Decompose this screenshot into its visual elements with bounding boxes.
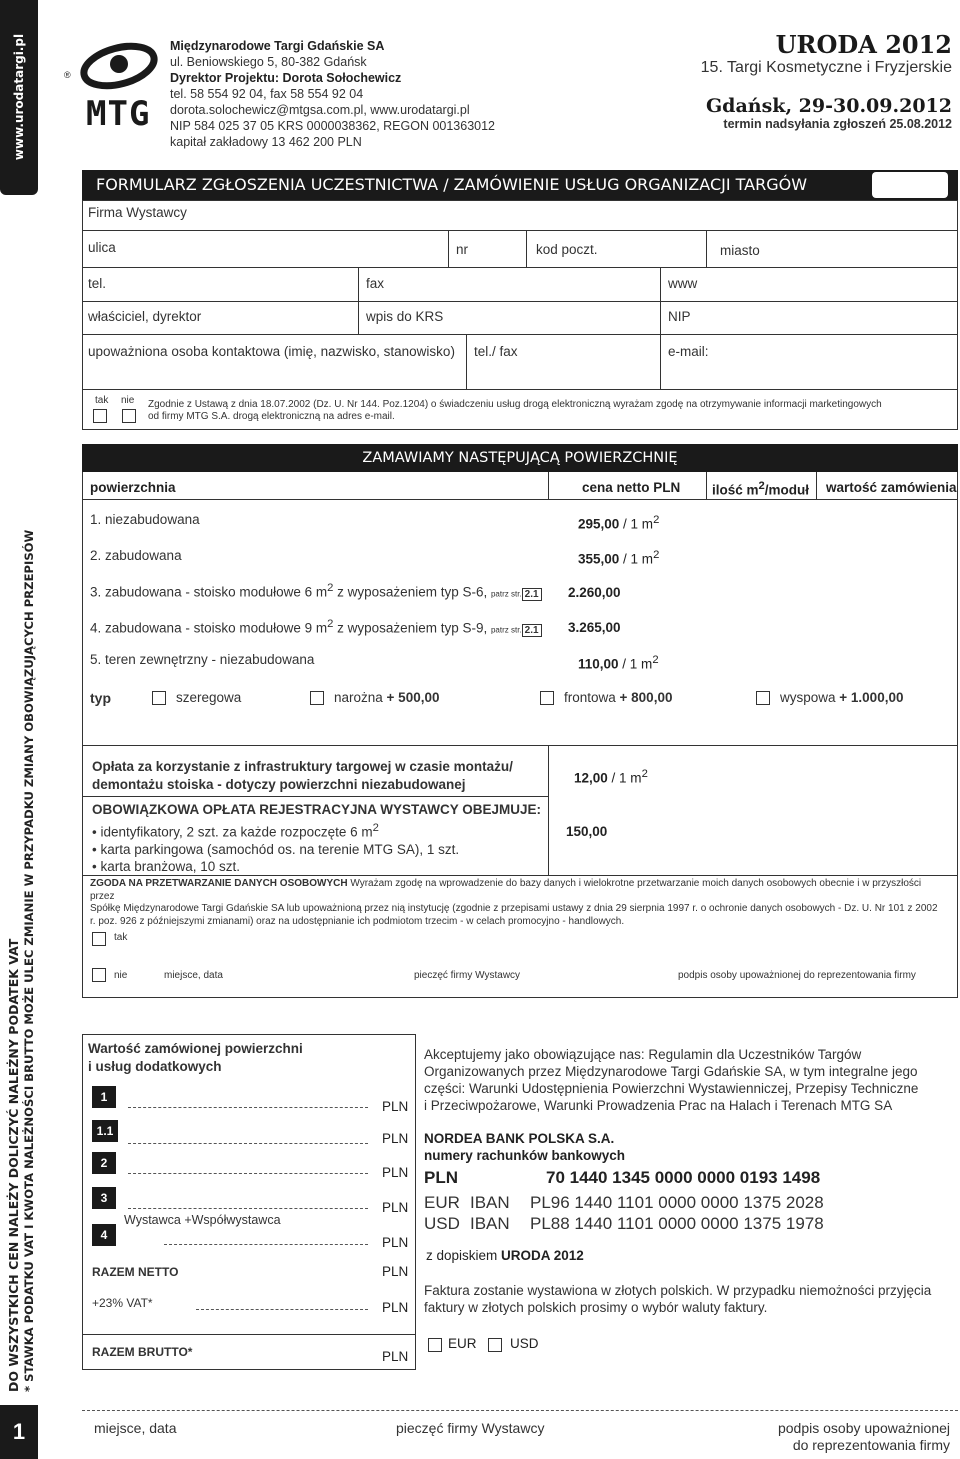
price-unit: / 1 m	[607, 770, 642, 786]
street-field[interactable]: ulica	[88, 240, 116, 255]
price-value: 295,00	[578, 516, 620, 532]
price-sup: 2	[641, 768, 648, 780]
registered-mark: ®	[64, 70, 71, 80]
type-name: frontowa	[564, 690, 616, 705]
company-nip: NIP 584 025 37 05 KRS 0000038362, REGON 001363012	[170, 119, 496, 133]
divider	[548, 745, 549, 875]
divider	[82, 334, 958, 335]
invoice-note	[424, 1282, 944, 1316]
col-qty-sup: 2	[758, 480, 765, 492]
net-total-currency: PLN	[382, 1264, 409, 1279]
bank-name: NORDEA BANK POLSKA S.A.	[424, 1131, 615, 1146]
area-item-1-price	[578, 514, 659, 532]
summary-row-4-line[interactable]	[164, 1244, 368, 1245]
currency-usd-checkbox[interactable]	[488, 1338, 502, 1352]
footer-line	[82, 1410, 958, 1411]
summary-title	[88, 1040, 303, 1076]
consent-no-checkbox[interactable]	[122, 409, 136, 423]
account-eur: PL96 1440 1101 0000 0000 1375 2028	[530, 1193, 824, 1212]
terms-line4: i Przeciwpożarowe, Warunki Prowadzenia Prac na Halach i Terenach MTG SA	[424, 1098, 893, 1113]
gdpr-consent	[90, 878, 948, 928]
firm-field[interactable]: Firma Wystawcy	[88, 205, 187, 220]
krs-field[interactable]: wpis do KRS	[366, 309, 444, 324]
item-label: 4. zabudowana - stoisko modułowe 9 m	[90, 620, 328, 636]
account-eur-currency: EUR	[424, 1193, 460, 1212]
col-price: cena netto PLN	[582, 480, 681, 495]
company-phone: tel. 58 554 92 04, fax 58 554 92 04	[170, 87, 364, 101]
divider	[82, 230, 958, 231]
item-refbox: 2.1	[522, 588, 542, 601]
account-eur-iban: IBAN	[470, 1193, 510, 1212]
event-place-date: Gdańsk, 29-30.09.2012	[705, 95, 952, 117]
reg-fee-item: • karta parkingowa (samochód os. na terenie MTG SA), 1 szt.	[92, 841, 460, 857]
item-ref: patrz str.	[490, 589, 522, 599]
col-value: wartość zamówienia	[826, 480, 957, 495]
gross-total-currency: PLN	[382, 1349, 409, 1364]
footer-signature	[778, 1420, 950, 1454]
type-name: szeregowa	[176, 690, 242, 705]
bank-accounts-label: numery rachunków bankowych	[424, 1148, 626, 1163]
type-row-checkbox[interactable]	[152, 691, 166, 705]
summary-row-4-currency: PLN	[382, 1235, 409, 1250]
consent-yes-label: tak	[95, 395, 109, 406]
area-item-3	[90, 582, 542, 601]
col-qty-tail: /moduł	[764, 482, 810, 498]
zip-field[interactable]: kod poczt.	[536, 242, 598, 257]
event-name: URODA 2012	[775, 30, 952, 59]
price-value: 2.260,00	[568, 585, 621, 600]
summary-row-1-1: 1.1	[92, 1120, 118, 1142]
payment-note	[426, 1248, 584, 1263]
reg-fee-price: 150,00	[566, 824, 608, 839]
currency-eur-checkbox[interactable]	[428, 1338, 442, 1352]
summary-row-1-1-line[interactable]	[128, 1143, 368, 1144]
gdpr-no-checkbox[interactable]	[92, 968, 106, 982]
type-row	[176, 690, 241, 705]
type-name: wyspowa	[780, 690, 836, 705]
item-sup: 2	[327, 582, 334, 594]
divider	[548, 472, 549, 500]
gdpr-sign-stamp: pieczęć firmy Wystawcy	[414, 970, 521, 981]
type-label: typ	[90, 690, 111, 706]
infra-fee-line2: demontażu stoiska - dotyczy powierzchni niezabudowanej	[92, 777, 466, 792]
reg-fee-item-text: karta branżowa, 10 szt.	[100, 858, 241, 874]
account-usd: PL88 1440 1101 0000 0000 1375 1978	[530, 1214, 824, 1233]
area-item-5: 5. teren zewnętrzny - niezabudowana	[90, 652, 315, 667]
consent-text	[148, 399, 882, 423]
summary-title-line1: Wartość zamówionej powierzchni	[88, 1041, 303, 1056]
terms-line3: części: Warunki Udostępnienia Powierzchni Wystawienniczej, Przepisy Techniczne	[424, 1081, 919, 1096]
area-item-2-price	[578, 549, 659, 567]
terms-line2: Organizowanych przez Międzynarodowe Targi Gdańskie SA, w tym integralne jego	[424, 1064, 918, 1079]
gdpr-yes-label: tak	[114, 932, 128, 943]
price-sup: 2	[652, 654, 659, 666]
summary-row-2-line[interactable]	[128, 1173, 368, 1174]
area-item-5-price	[578, 654, 659, 672]
telfax-field[interactable]: tel./ fax	[474, 344, 518, 359]
divider	[82, 267, 958, 268]
terms-line1: Akceptujemy jako obowiązujące nas: Regulamin dla Uczestników Targów	[424, 1047, 862, 1062]
summary-box	[82, 1034, 416, 1370]
email-field[interactable]: e-mail:	[668, 344, 709, 359]
divider	[706, 230, 707, 267]
mtg-logo	[64, 36, 160, 136]
bank-info	[424, 1130, 625, 1164]
company-name: Międzynarodowe Targi Gdańskie SA	[170, 39, 385, 53]
type-island-checkbox[interactable]	[756, 691, 770, 705]
summary-row-3-line[interactable]	[128, 1208, 368, 1209]
summary-row-3-currency: PLN	[382, 1200, 409, 1215]
type-name: narożna	[334, 690, 383, 705]
reg-fee-item: • identyfikatory, 2 szt. za każde rozpoczęte 6 $m^2$	[92, 822, 379, 840]
cosign-label: Wystawca +Współwystawca	[124, 1213, 281, 1227]
company-email[interactable]: dorota.solochewicz@mtgsa.com.pl, www.urodatargi.pl	[170, 103, 470, 117]
account-pln-currency: PLN	[424, 1168, 458, 1187]
vat-currency: PLN	[382, 1300, 409, 1315]
price-sup: 2	[653, 549, 660, 561]
item-ref: patrz str.	[490, 625, 522, 635]
type-extra: + 1.000,00	[835, 690, 904, 705]
page-number: 1	[0, 1405, 38, 1459]
payment-note-text: z dopiskiem	[426, 1248, 502, 1263]
vat-note-vertical: DO WSZYSTKICH CEN NALEŻY DOLICZYĆ NALEŻNY PODATEK VAT	[6, 938, 21, 1392]
event-info	[701, 30, 952, 131]
nip-field[interactable]: NIP	[668, 309, 691, 324]
area-item-2: 2. zabudowana	[90, 548, 182, 563]
col-qty-text: ilość m	[712, 482, 759, 498]
account-usd-currency: USD	[424, 1214, 460, 1233]
summary-row-1: 1	[92, 1086, 116, 1108]
company-info	[170, 38, 495, 150]
infra-fee-price	[574, 768, 648, 786]
account-pln: 70 1440 1345 0000 0000 0193 1498	[546, 1168, 821, 1187]
divider	[82, 875, 958, 876]
gdpr-sign-place: miejsce, data	[164, 970, 223, 981]
type-corner	[334, 690, 439, 705]
price-value: 355,00	[578, 551, 620, 567]
area-item-4-price	[568, 620, 621, 635]
city-field[interactable]: miasto	[720, 243, 760, 258]
exhibitor-form	[82, 200, 958, 430]
divider	[816, 472, 817, 500]
gdpr-text2: Spółkę Międzynarodowe Targi Gdańskie SA lub upoważnioną przez nią instytucję (zgodnie z przepisami ustawy z dnia 29 sierpnia 1997 r. o ochronie danych osobowych - Dz. U. Nr 101 z 2002	[90, 903, 938, 914]
type-island	[780, 690, 903, 705]
logo-swirl-icon	[78, 36, 160, 98]
col-qty	[712, 480, 809, 498]
footer-sign-line2: do reprezentowania firmy	[792, 1437, 950, 1453]
consent-line2: od firmy MTG S.A. drogą elektroniczną na adres e-mail.	[148, 411, 395, 422]
type-corner-checkbox[interactable]	[310, 691, 324, 705]
website-text: www.urodatargi.pl	[12, 33, 26, 161]
area-item-1: 1. niezabudowana	[90, 512, 200, 527]
summary-row-2: 2	[92, 1152, 116, 1174]
project-director: Dyrektor Projektu: Dorota Sołochewicz	[170, 71, 402, 85]
terms-text	[424, 1046, 944, 1114]
owner-field[interactable]: właściciel, dyrektor	[88, 309, 202, 324]
company-capital: kapitał zakładowy 13 462 200 PLN	[170, 135, 362, 149]
reg-fee-item-text: karta parkingowa (samochód os. na terenie MTG SA), 1 szt.	[100, 841, 460, 857]
summary-row-2-currency: PLN	[382, 1165, 409, 1180]
gdpr-title: ZGODA NA PRZETWARZANIE DANYCH OSOBOWYCH	[90, 878, 348, 889]
gdpr-no-label: nie	[114, 970, 128, 981]
vat-label: +23% VAT*	[92, 1296, 153, 1310]
item-tail: z wyposażeniem typ S-9,	[333, 620, 491, 636]
gdpr-text1: Wyrażam zgodę na wprowadzenie do bazy danych i wielokrotne przetwarzanie moich danych osobowych obecnie i w przyszłości przez	[90, 878, 922, 902]
contact-person-field[interactable]: upoważniona osoba kontaktowa (imię, nazwisko, stanowisko)	[88, 344, 455, 359]
item-tail: z wyposażeniem typ S-6,	[333, 584, 491, 600]
summary-row-1-line[interactable]	[128, 1107, 368, 1108]
order-header: ZAMAWIAMY NASTĘPUJĄCĄ POWIERZCHNIĘ	[82, 444, 958, 472]
form-id-box[interactable]	[872, 172, 948, 198]
infra-fee	[92, 758, 513, 794]
event-deadline: termin nadsyłania zgłoszeń 25.08.2012	[723, 117, 952, 131]
gdpr-yes-checkbox[interactable]	[92, 932, 106, 946]
item-sup: 2	[327, 618, 334, 630]
account-usd-iban: IBAN	[470, 1214, 510, 1233]
price-value: 3.265,00	[568, 620, 621, 635]
col-area: powierzchnia	[90, 480, 176, 495]
infra-fee-line1: Opłata za korzystanie z infrastruktury targowej w czasie montażu/	[92, 759, 513, 774]
fax-field[interactable]: fax	[366, 276, 385, 291]
price-value: 110,00	[578, 656, 619, 672]
payment-note-event: URODA 2012	[501, 1248, 584, 1263]
price-sup: 2	[653, 514, 660, 526]
consent-yes-checkbox[interactable]	[93, 409, 107, 423]
consent-line1: Zgodnie z Ustawą z dnia 18.07.2002 (Dz. U. Nr 144. Poz.1204) o świadczeniu usług drogą elektroniczną wyrażam zgodę na otrzymywanie informacji marketingowych	[148, 399, 882, 410]
summary-row-1-currency: PLN	[382, 1099, 409, 1114]
reg-fee-item: • karta branżowa, 10 szt.	[92, 858, 241, 874]
divider	[660, 267, 661, 389]
gross-total-label: RAZEM BRUTTO*	[92, 1345, 193, 1359]
divider	[82, 301, 958, 302]
type-front-checkbox[interactable]	[540, 691, 554, 705]
vat-change-note-vertical: * STAWKA PODATKU VAT I KWOTA NALEŻNOŚCI BRUTTO MOŻE ULEC ZMIANIE W PRZYPADKU ZMIANY OBOWIĄZUJĄCYCH PRZEPISÓW	[22, 529, 36, 1392]
price-value: 12,00	[574, 770, 608, 786]
reg-fee-title: OBOWIĄZKOWA OPŁATA REJESTRACYJNA WYSTAWCY OBEJMUJE:	[92, 802, 542, 817]
currency-eur-label: EUR	[448, 1336, 477, 1351]
form-title: FORMULARZ ZGŁOSZENIA UCZESTNICTWA / ZAMÓWIENIE USŁUG ORGANIZACJI TARGÓW	[82, 170, 958, 200]
summary-row-3: 3	[92, 1187, 116, 1209]
gdpr-sign-person: podpis osoby upoważnionej do reprezentowania firmy	[678, 970, 916, 981]
item-label: 3. zabudowana - stoisko modułowe 6 m	[90, 584, 328, 600]
item-refbox: 2.1	[522, 624, 542, 637]
price-unit: / 1 m	[619, 516, 654, 532]
area-item-4	[90, 618, 542, 637]
divider	[526, 230, 527, 267]
type-front	[564, 690, 672, 705]
event-subtitle: 15. Targi Kosmetyczne i Fryzjerskie	[700, 59, 952, 76]
divider	[82, 745, 958, 746]
divider	[82, 389, 958, 390]
divider	[358, 267, 359, 334]
net-total-label: RAZEM NETTO	[92, 1265, 179, 1279]
invoice-line1: Faktura zostanie wystawiona w złotych polskich. W przypadku niemożności przyjęcia	[424, 1283, 932, 1298]
company-address: ul. Beniowskiego 5, 80-382 Gdańsk	[170, 55, 367, 69]
summary-row-1-1-currency: PLN	[382, 1131, 409, 1146]
currency-usd-label: USD	[510, 1336, 539, 1351]
footer-place: miejsce, data	[94, 1420, 177, 1436]
summary-title-line2: i usług dodatkowych	[88, 1059, 222, 1074]
price-unit: / 1 m	[618, 656, 653, 672]
price-unit: / 1 m	[619, 551, 654, 567]
footer-sign-line1: podpis osoby upoważnionej	[777, 1420, 950, 1436]
vat-line[interactable]	[196, 1309, 368, 1310]
type-extra: + 800,00	[615, 690, 673, 705]
number-field[interactable]: nr	[456, 242, 469, 257]
tel-field[interactable]: tel.	[88, 276, 107, 291]
area-item-3-price	[568, 585, 621, 600]
logo-text: MTG	[86, 94, 151, 134]
invoice-line2: faktury w złotych polskich prosimy o wybór waluty faktury.	[424, 1300, 768, 1315]
footer-stamp: pieczęć firmy Wystawcy	[396, 1420, 545, 1436]
divider	[706, 472, 707, 500]
summary-row-4: 4	[92, 1224, 116, 1246]
gdpr-text3: r. poz. 926 z późniejszymi zmianami) oraz na udostępnianie ich podmiotom trzecim - w celach promocyjno - handlowych.	[90, 915, 625, 927]
reg-fee-list	[92, 820, 459, 875]
divider	[466, 334, 467, 389]
divider	[82, 1334, 416, 1335]
www-field[interactable]: www	[668, 276, 698, 291]
reg-fee-item-text: identyfikatory, 2 szt. za każde rozpoczęte 6 m	[100, 824, 373, 840]
divider	[448, 230, 449, 267]
website-tab	[0, 0, 38, 195]
type-extra: + 500,00	[382, 690, 440, 705]
reg-fee-sup: 2	[372, 822, 379, 834]
consent-no-label: nie	[121, 395, 135, 406]
divider	[82, 796, 548, 797]
